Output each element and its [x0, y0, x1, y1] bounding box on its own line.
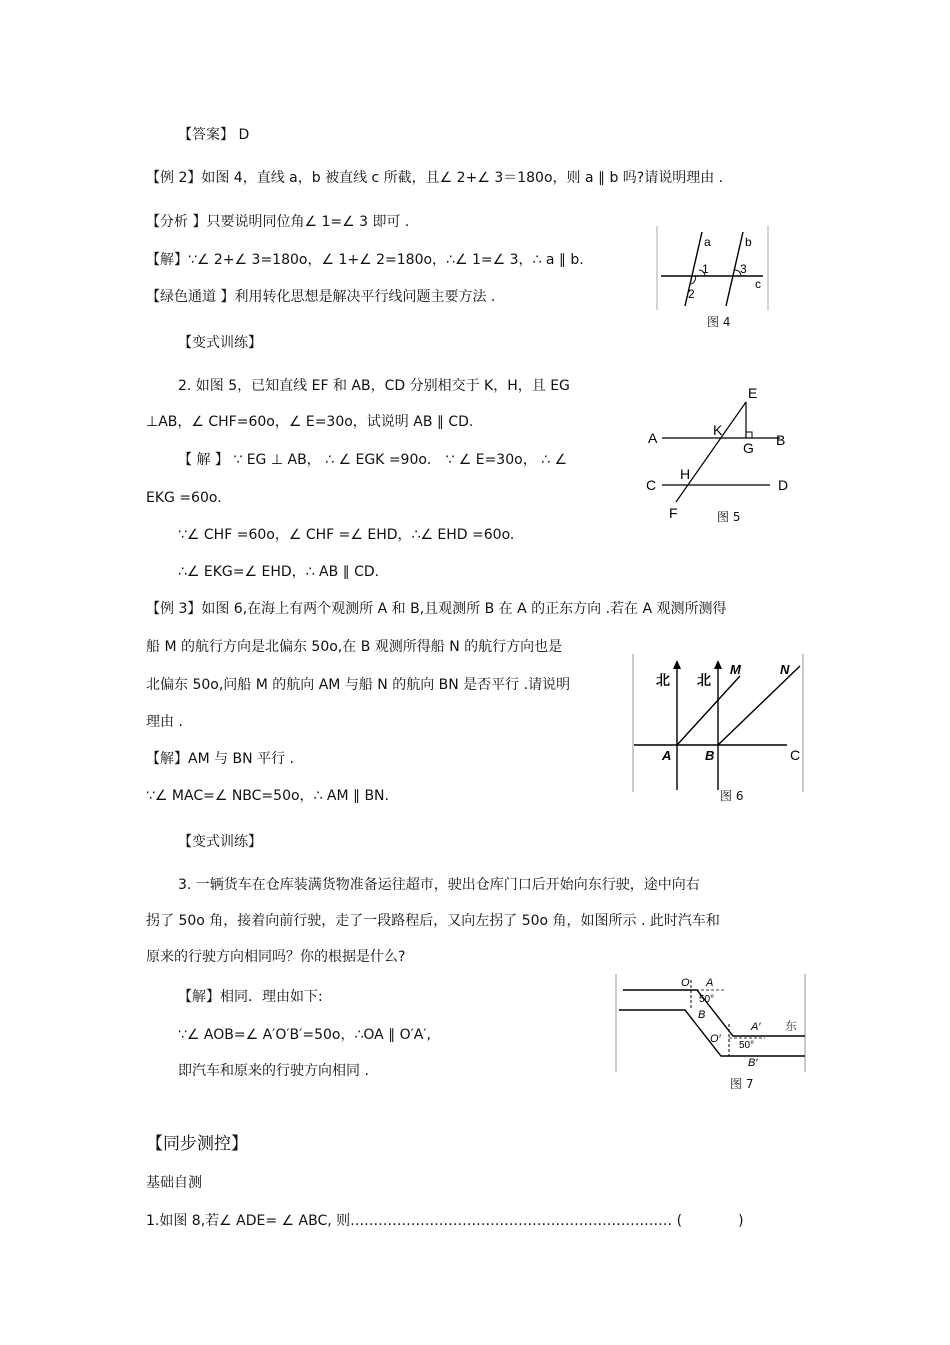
label-O-prime: O′: [710, 1033, 721, 1045]
line-EF: [676, 402, 746, 502]
example3-solution-2: ∵∠ MAC=∠ NBC=50o，∴ AM ∥ BN.: [146, 788, 389, 804]
label-A-prime: A′: [751, 1021, 761, 1033]
figure-4-caption: 图 4: [707, 315, 731, 329]
figure-6: [632, 654, 808, 794]
example2-question: 【例 2】如图 4，直线 a，b 被直线 c 所截，且∠ 2+∠ 3＝180o，则 a ∥ b 吗?请说明理由 .: [146, 170, 724, 186]
basic-test-heading: 基础自测: [146, 1175, 202, 1191]
q3-line1: 3. 一辆货车在仓库装满货物准备运往超市，驶出仓库门口后开始向东行驶，途中向右: [178, 877, 700, 893]
label-A: A: [648, 430, 658, 446]
q1-line: 1.如图 8,若∠ ADE= ∠ ABC, 则…………………………………………………………… ( ): [146, 1213, 744, 1229]
q2-line2: ⊥AB，∠ CHF=60o，∠ E=30o，试说明 AB ∥ CD.: [146, 414, 474, 430]
q2-solution-3: ∵∠ CHF =60o，∠ CHF =∠ EHD，∴∠ EHD =60o.: [178, 527, 515, 543]
figure-6-caption: 图 6: [720, 789, 744, 803]
ray-BN: [718, 666, 800, 745]
label-C: C: [646, 477, 657, 493]
example3-solution-1: 【解】AM 与 BN 平行 .: [146, 751, 294, 767]
q2-solution-4: ∴∠ EKG=∠ EHD，∴ AB ∥ CD.: [178, 564, 380, 580]
label-E: E: [748, 385, 758, 401]
q3-line3: 原来的行驶方向相同吗？你的根据是什么?: [146, 949, 406, 965]
label-A: A: [706, 977, 714, 989]
label-M: M: [730, 662, 741, 677]
label-F: F: [669, 505, 678, 521]
q2-solution-2: EKG =60o.: [146, 490, 222, 506]
label-B: B: [698, 1009, 706, 1021]
label-G: G: [743, 440, 754, 456]
example3-line4: 理由 .: [146, 714, 183, 730]
answer-line: 【答案】 D: [178, 127, 250, 143]
q3-solution-1: 【解】相同．理由如下:: [178, 989, 323, 1005]
label-angle-3: 3: [740, 262, 747, 276]
example3-line1: 【例 3】如图 6,在海上有两个观测所 A 和 B,且观测所 B 在 A 的正东方向 .若在 A 观测所测得: [146, 601, 727, 617]
variant-training-2: 【变式训练】: [178, 834, 262, 850]
section-title-sync: 【同步测控】: [146, 1134, 248, 1154]
label-D: D: [778, 477, 789, 493]
label-angle-50-lower: 50°: [739, 1040, 755, 1051]
figure-5: [640, 380, 800, 522]
example3-line2: 船 M 的航行方向是北偏东 50o,在 B 观测所得船 N 的航行方向也是: [146, 639, 563, 655]
label-B-prime: B′: [748, 1057, 758, 1069]
label-b: b: [745, 235, 752, 249]
q2-solution-1: 【 解 】 ∵ EG ⊥ AB， ∴ ∠ EGK =90o． ∵ ∠ E=30o， ∴ ∠: [178, 452, 568, 468]
figure-7: [615, 974, 810, 1074]
variant-training-1: 【变式训练】: [178, 335, 262, 351]
label-N: N: [780, 662, 790, 677]
q3-solution-2: ∵∠ AOB=∠ A′O′B′=50o，∴OA ∥ O′A′,: [178, 1027, 432, 1043]
label-H: H: [680, 466, 691, 482]
figure-4: [655, 226, 770, 312]
example2-green-channel: 【绿色通道 】利用转化思想是解决平行线问题主要方法 .: [146, 289, 496, 305]
label-B: B: [776, 432, 786, 448]
label-north-2: 北: [697, 672, 711, 688]
example2-solution: 【解】∵∠ 2+∠ 3=180o，∠ 1+∠ 2=180o，∴∠ 1=∠ 3，∴ a ∥ b.: [146, 252, 584, 268]
label-c: c: [755, 277, 761, 291]
label-O: O: [681, 977, 690, 989]
label-C: C: [790, 747, 801, 763]
label-north-1: 北: [656, 672, 670, 688]
label-east: 东: [785, 1019, 798, 1033]
label-K: K: [713, 422, 723, 438]
label-B: B: [705, 748, 715, 763]
q3-line2: 拐了 50o 角，接着向前行驶，走了一段路程后，又向左拐了 50o 角，如图所示 . 此时汽车和: [146, 913, 720, 929]
example3-line3: 北偏东 50o,问船 M 的航向 AM 与船 N 的航向 BN 是否平行 .请说明: [146, 677, 571, 693]
example2-analysis: 【分析 】只要说明同位角∠ 1=∠ 3 即可 .: [146, 214, 410, 230]
label-A: A: [662, 748, 672, 763]
q3-solution-3: 即汽车和原来的行驶方向相同 .: [178, 1063, 369, 1079]
figure-5-caption: 图 5: [717, 510, 741, 524]
figure-7-caption: 图 7: [730, 1077, 754, 1091]
label-angle-50-upper: 50°: [699, 994, 715, 1005]
label-angle-1: 1: [702, 262, 709, 276]
q2-line1: 2. 如图 5，已知直线 EF 和 AB，CD 分别相交于 K，H，且 EG: [178, 378, 570, 394]
label-a: a: [704, 235, 711, 249]
label-angle-2: 2: [688, 287, 695, 301]
